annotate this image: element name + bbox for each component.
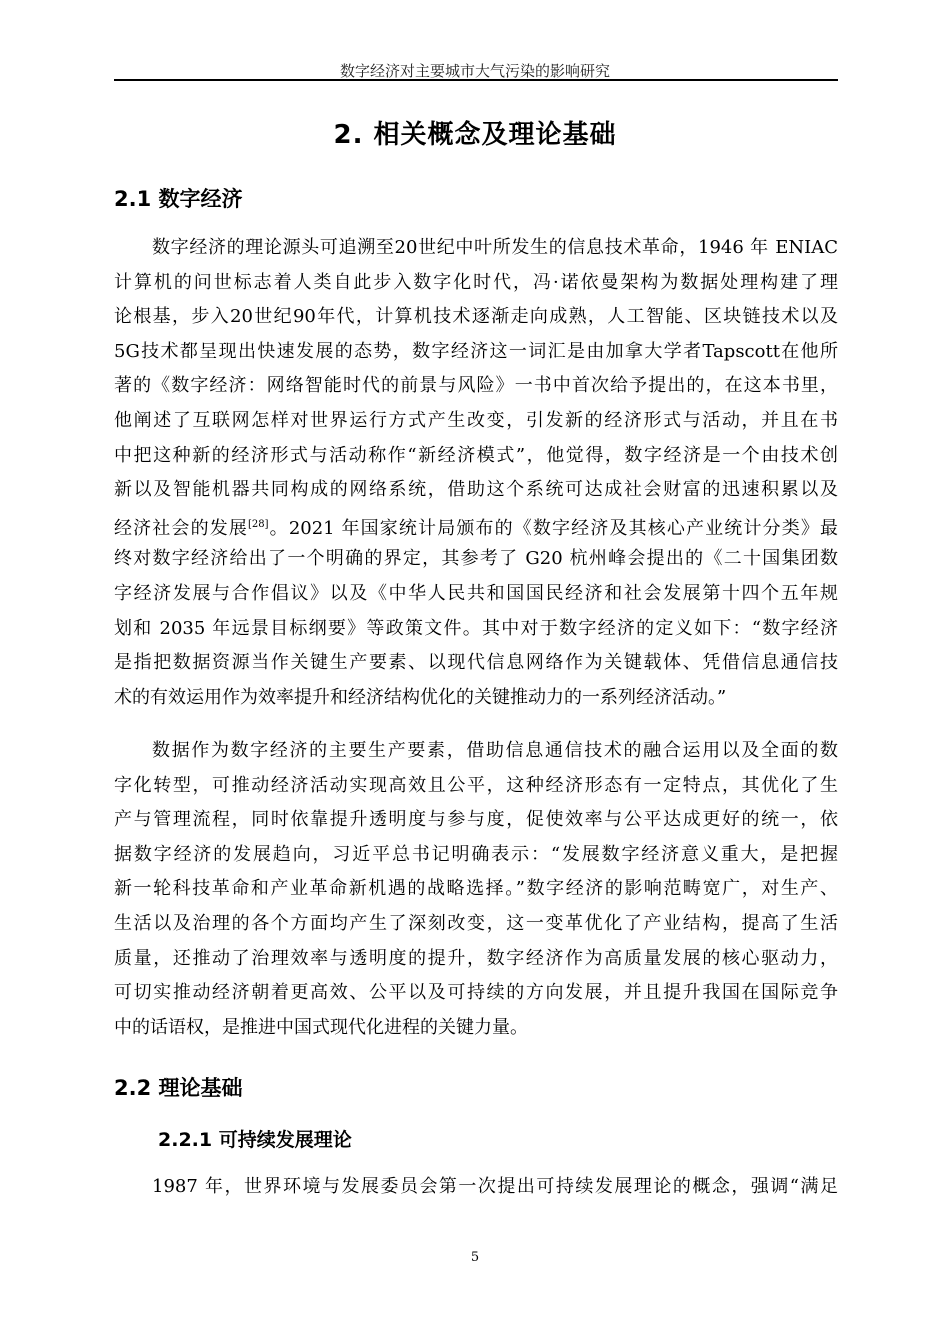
section-heading-2-2: 2.2 理论基础: [114, 1076, 243, 1100]
text-line: 质量，还推动了治理效率与透明度的提升，数字经济作为高质量发展的核心驱动力，: [114, 947, 838, 969]
text-line: 字化转型，可推动经济活动实现高效且公平，这种经济形态有一定特点，其优化了生: [114, 774, 838, 796]
citation-ref: [28]: [248, 518, 269, 530]
text-line: 5G技术都呈现出快速发展的态势，数字经济这一词汇是由加拿大学者Tapscott在他所: [114, 340, 838, 362]
running-header: 数字经济对主要城市大气污染的影响研究: [339, 62, 610, 80]
chapter-title: 2. 相关概念及理论基础: [333, 120, 617, 150]
text-line: 据数字经济的发展趋向，习近平总书记明确表示：“发展数字经济意义重大，是把握: [114, 843, 838, 865]
text-line: 生活以及治理的各个方面均产生了深刻改变，这一变革优化了产业结构，提高了生活: [114, 912, 838, 934]
text-line: 划和 2035 年远景目标纲要》等政策文件。其中对于数字经济的定义如下：“数字经济: [114, 617, 838, 639]
page-number: 5: [470, 1250, 480, 1265]
text-line: 他阐述了互联网怎样对世界运行方式产生改变，引发新的经济形式与活动，并且在书: [114, 409, 838, 431]
text-line: 新以及智能机器共同构成的网络系统，借助这个系统可达成社会财富的迅速积累以及: [114, 479, 838, 501]
text-line: 数字经济的理论源头可追溯至20世纪中叶所发生的信息技术革命，1946 年 ENIAC: [152, 237, 838, 258]
text-line: 是指把数据资源当作关键生产要素、以现代信息网络作为关键载体、凭借信息通信技: [114, 652, 838, 674]
text-line: 终对数字经济给出了一个明确的界定，其参考了 G20 杭州峰会提出的《二十国集团数: [114, 548, 838, 570]
section-heading-2-1: 2.1 数字经济: [114, 187, 243, 211]
text-line: 论根基，步入20世纪90年代，计算机技术逐渐走向成熟，人工智能、区块链技术以及: [114, 306, 838, 328]
text-line: 数据作为数字经济的主要生产要素，借助信息通信技术的融合运用以及全面的数: [152, 740, 838, 761]
text-line: 中的话语权，是推进中国式现代化进程的关键力量。: [114, 1016, 528, 1038]
text-segment: 。2021 年国家统计局颁布的《数字经济及其核心产业统计分类》最: [268, 517, 839, 539]
section-2-1-paragraph-1: [114, 231, 838, 715]
text-line: 1987 年，世界环境与发展委员会第一次提出可持续发展理论的概念，强调“满足: [152, 1176, 838, 1197]
subsection-heading-2-2-1: 2.2.1 可持续发展理论: [158, 1129, 352, 1151]
text-line: 产与管理流程，同时依靠提升透明度与参与度，促使效率与公平达成更好的统一，依: [114, 809, 838, 831]
header-divider: [114, 79, 838, 81]
text-line: 字经济发展与合作倡议》以及《中华人民共和国国民经济和社会发展第十四个五年规: [114, 582, 838, 604]
section-2-1-paragraph-2: [114, 734, 838, 1045]
text-line-with-citation: [114, 508, 838, 543]
text-line: 术的有效运用作为效率提升和经济结构优化的关键推动力的一系列经济活动。”: [114, 686, 727, 708]
text-line: 计算机的问世标志着人类自此步入数字化时代，冯·诺依曼架构为数据处理构建了理: [114, 271, 838, 293]
text-line: 著的《数字经济：网络智能时代的前景与风险》一书中首次给予提出的，在这本书里，: [114, 375, 838, 397]
text-line: 中把这种新的经济形式与活动称作“新经济模式”，他觉得，数字经济是一个由技术创: [114, 444, 838, 466]
text-segment: 经济社会的发展: [114, 517, 248, 539]
text-line: 可切实推动经济朝着更高效、公平以及可持续的方向发展，并且提升我国在国际竞争: [114, 982, 838, 1004]
section-2-2-1-paragraph-1: [114, 1170, 838, 1205]
text-line: 新一轮科技革命和产业革命新机遇的战略选择。”数字经济的影响范畴宽广，对生产、: [114, 878, 838, 900]
